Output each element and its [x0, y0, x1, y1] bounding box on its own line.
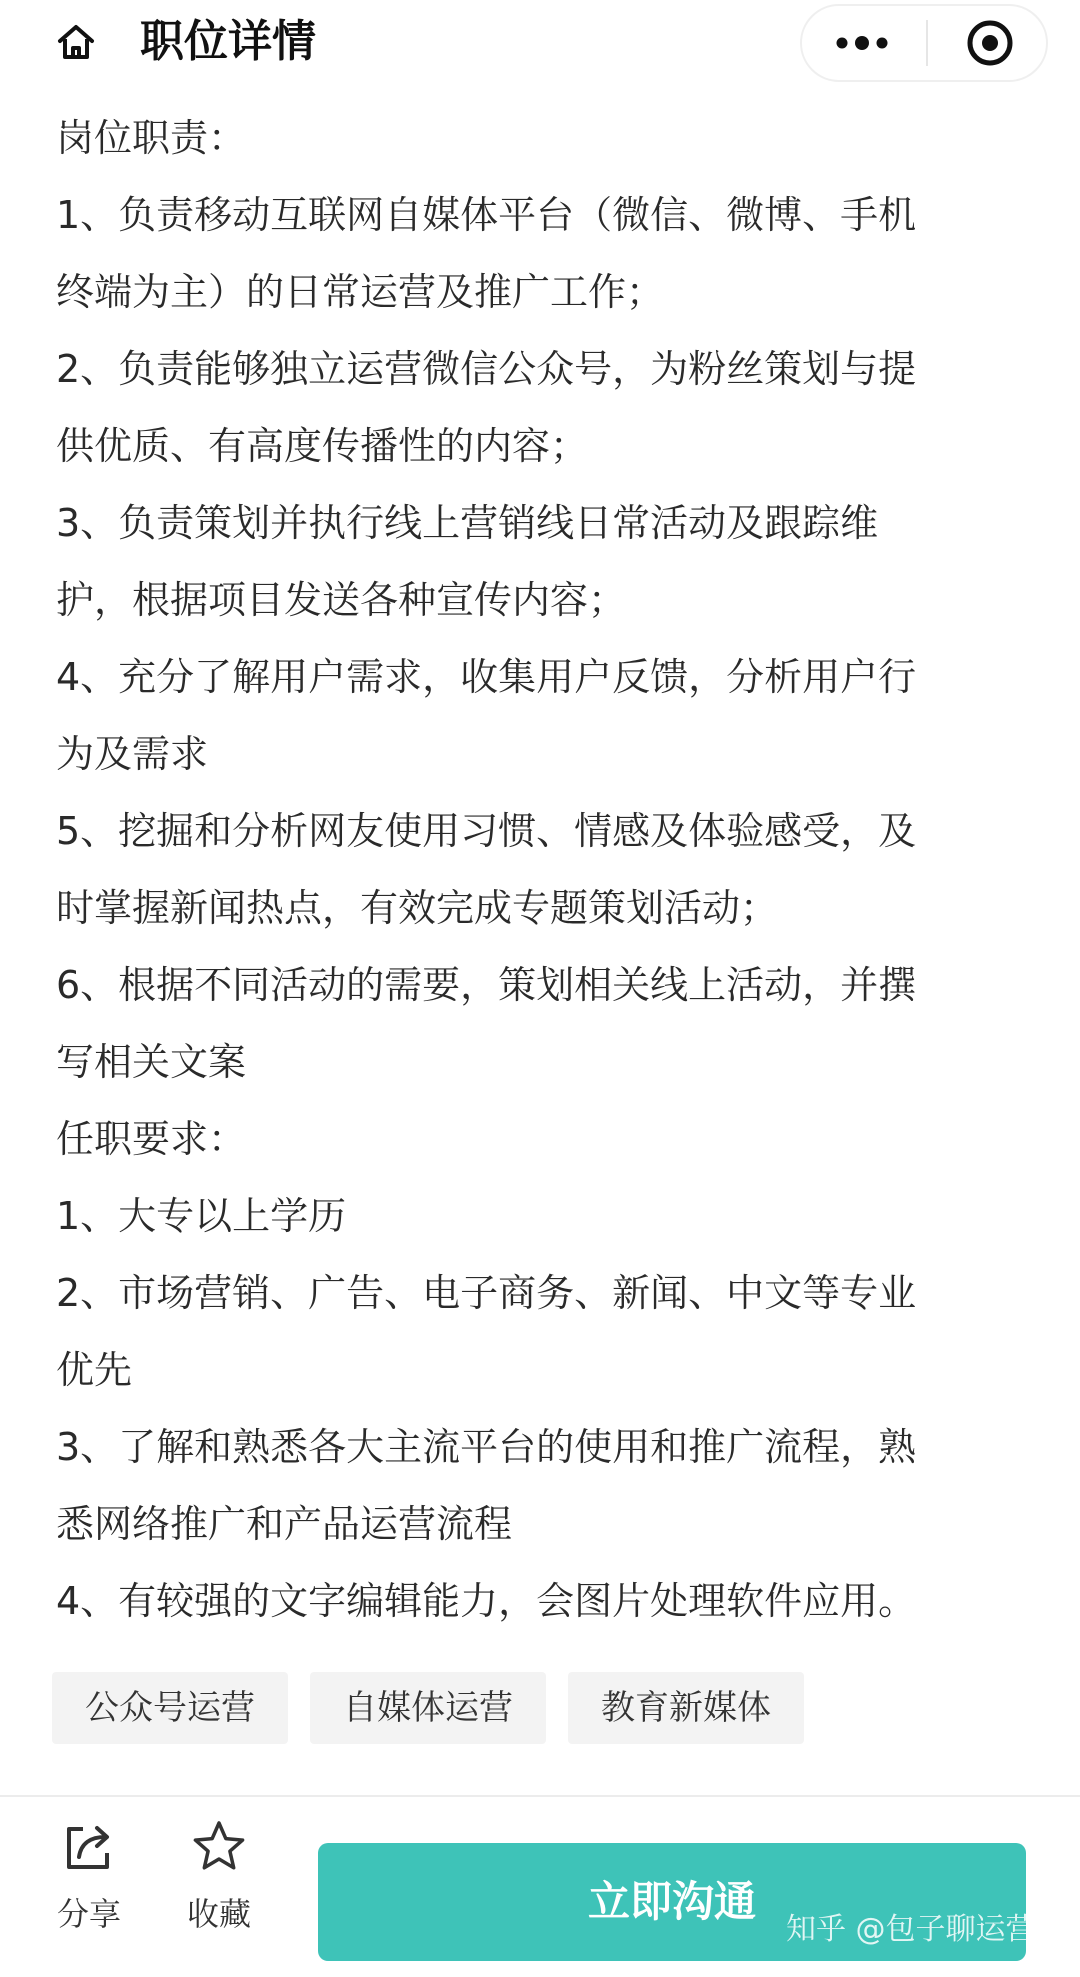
description-line: 终端为主）的日常运营及推广工作；: [56, 270, 665, 314]
requirement-line: 2、市场营销、广告、电子商务、新闻、中文等专业: [56, 1271, 917, 1315]
description-line: 4、充分了解用户需求，收集用户反馈，分析用户行: [56, 655, 917, 699]
tag-self-media-ops[interactable]: 自媒体运营: [310, 1672, 546, 1744]
description-line: 3、负责策划并执行线上营销线日常活动及跟踪维: [56, 501, 879, 545]
requirement-line: 悉网络推广和产品运营流程: [56, 1502, 513, 1546]
requirement-line: 1、大专以上学历: [56, 1194, 347, 1238]
share-button[interactable]: [34, 1815, 144, 1935]
favorite-button[interactable]: [164, 1815, 274, 1935]
home-icon[interactable]: [50, 16, 102, 68]
more-dots-icon[interactable]: [812, 12, 912, 74]
star-icon: [187, 1815, 251, 1879]
section-heading-duties: 岗位职责：: [56, 116, 247, 160]
section-heading-requirements: 任职要求：: [56, 1117, 247, 1161]
description-line: 2、负责能够独立运营微信公众号，为粉丝策划与提: [56, 347, 917, 391]
description-line: 为及需求: [56, 732, 209, 776]
description-line: 时掌握新闻热点，有效完成专题策划活动；: [56, 886, 779, 930]
favorite-label: 收藏: [186, 1895, 251, 1933]
requirement-line: 4、有较强的文字编辑能力，会图片处理软件应用。: [56, 1579, 917, 1623]
capsule-divider: [926, 20, 928, 66]
bottom-action-bar: [0, 1795, 1080, 1977]
requirement-line: 优先: [56, 1348, 133, 1392]
job-description: [56, 100, 1016, 1640]
watermark: 知乎 @包子聊运营: [786, 1912, 1036, 1947]
tag-edu-new-media[interactable]: 教育新媒体: [568, 1672, 804, 1744]
mini-program-capsule: [800, 4, 1048, 82]
share-icon: [57, 1815, 121, 1879]
tag-wechat-ops[interactable]: 公众号运营: [52, 1672, 288, 1744]
description-line: 写相关文案: [56, 1040, 247, 1084]
requirement-line: 3、了解和熟悉各大主流平台的使用和推广流程，熟: [56, 1425, 917, 1469]
nav-header: [0, 0, 1080, 95]
description-line: 1、负责移动互联网自媒体平台（微信、微博、手机: [56, 193, 917, 237]
description-line: 5、挖掘和分析网友使用习惯、情感及体验感受，及: [56, 809, 917, 853]
description-line: 6、根据不同活动的需要，策划相关线上活动，并撰: [56, 963, 917, 1007]
page-title: 职位详情: [140, 16, 316, 67]
description-line: 护，根据项目发送各种宣传内容；: [56, 578, 627, 622]
share-label: 分享: [56, 1895, 121, 1933]
description-line: 供优质、有高度传播性的内容；: [56, 424, 589, 468]
target-close-icon[interactable]: [942, 12, 1038, 74]
chat-now-button[interactable]: 立即沟通: [318, 1843, 1026, 1961]
